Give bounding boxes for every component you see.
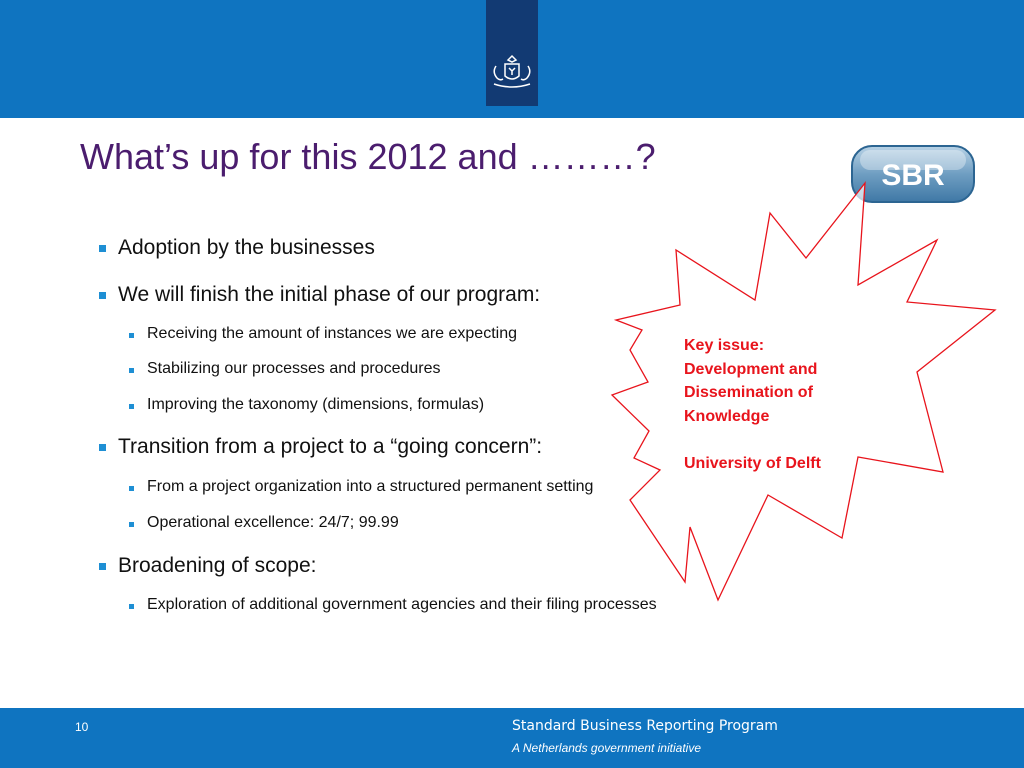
bullet-item: Broadening of scope: [118, 554, 317, 577]
callout-line: Dissemination of [684, 384, 813, 401]
sub-bullet-item: Operational excellence: 24/7; 99.99 [147, 514, 399, 531]
footer-tagline: A Netherlands government initiative [512, 741, 701, 755]
sbr-logo-text: SBR [881, 159, 945, 192]
callout-line: Development and [684, 360, 818, 378]
bullet-item: We will finish the initial phase of our program: [118, 283, 541, 306]
sub-bullet-item: Stabilizing our processes and procedures [147, 360, 441, 377]
sub-bullet-item: Improving the taxonomy (dimensions, formulas) [147, 396, 485, 413]
callout-text [684, 334, 884, 475]
footer-bar [0, 708, 1024, 768]
sub-bullet-item: Receiving the amount of instances we are expecting [147, 325, 517, 342]
callout-line: Knowledge [684, 407, 770, 425]
callout-line: Key issue: [684, 337, 765, 354]
sub-bullet-item: From a project organization into a structured permanent setting [147, 478, 594, 495]
callout-spacer [684, 428, 884, 452]
slide-title: What’s up for this 2012 and ………? [80, 136, 656, 177]
bullet-item: Transition from a project to a “going concern”: [118, 435, 543, 458]
bullet-item: Adoption by the businesses [118, 236, 375, 259]
page-number: 10 [75, 720, 89, 734]
callout-affiliation: University of Delft [684, 454, 821, 472]
footer-program: Standard Business Reporting Program [512, 718, 778, 734]
sub-bullet-item: Exploration of additional government agencies and their filing processes [147, 596, 657, 613]
